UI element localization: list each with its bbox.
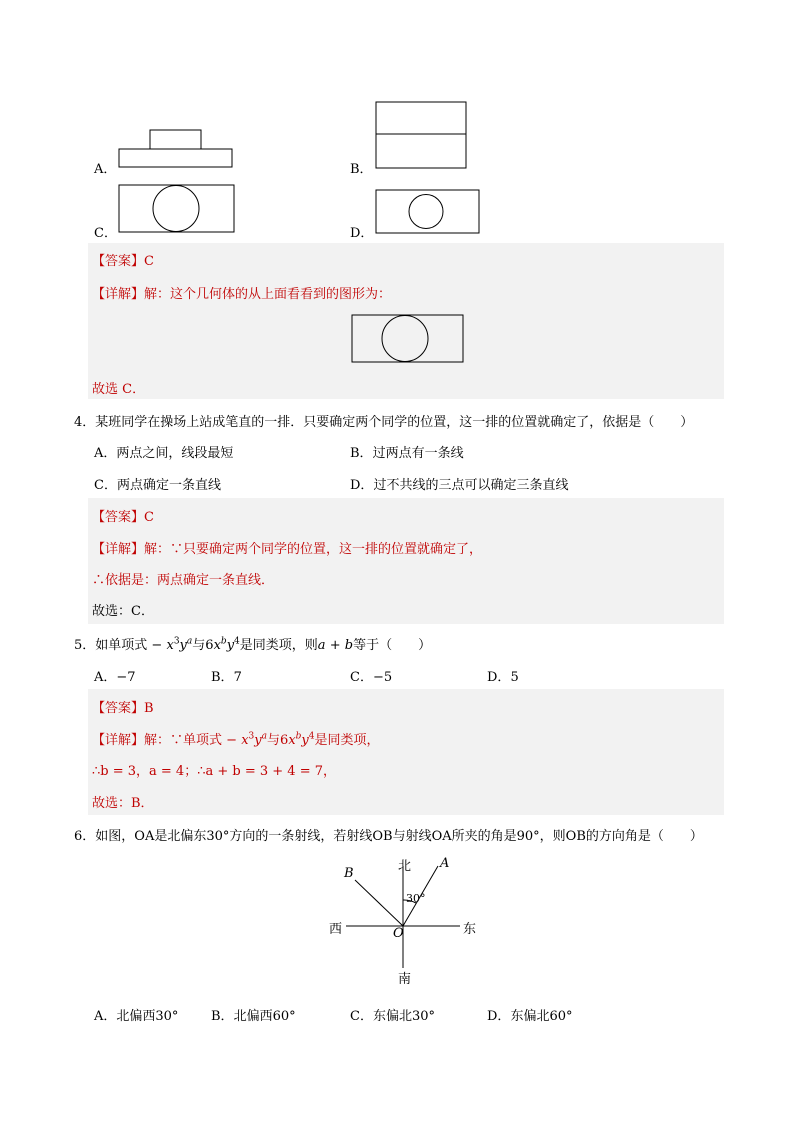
option-text: 过两点有一条线 [372, 446, 464, 461]
option-letter: C． [350, 1009, 373, 1024]
detail-label: 【详解】 [92, 287, 145, 302]
monomial-1: − $x^3y^a$ [147, 636, 193, 653]
option-letter: D． [350, 478, 374, 493]
monomial-2: $6x^by^4$ [205, 636, 240, 653]
point-b-label: B [344, 866, 354, 881]
answer-label: 【答案】 [92, 701, 145, 716]
answer-value: C [144, 254, 154, 269]
option-text: −7 [116, 670, 136, 685]
detail-label: 【详解】 [92, 733, 145, 748]
west-label: 西 [329, 922, 343, 937]
q4-option-c [94, 474, 221, 493]
q6-option-d [487, 1005, 572, 1024]
q3-detail-line [92, 283, 391, 302]
detail-text: 解：∵单项式 [144, 733, 223, 748]
q6-option-c [350, 1005, 435, 1024]
stem-text: 与 [192, 638, 206, 653]
question-number: 6． [74, 829, 96, 844]
sum-expression: a + b [317, 638, 354, 653]
south-label: 南 [398, 972, 412, 987]
option-letter: D． [487, 670, 511, 685]
question-number: 4． [74, 415, 96, 430]
q3-conclusion: 故选 C． [92, 382, 146, 397]
answer-label: 【答案】 [92, 510, 145, 525]
q3-answer-figure [351, 314, 467, 366]
option-text: 5 [510, 670, 519, 685]
q4-answer-block [88, 498, 724, 624]
monomial-2: $6x^by^4$ [280, 731, 315, 748]
q5-answer-line [92, 697, 154, 716]
answer-label: 【答案】 [92, 254, 145, 269]
option-text: 北偏西60° [233, 1009, 296, 1024]
option-letter: B． [211, 670, 234, 685]
q6-option-b [211, 1005, 296, 1024]
option-text: −5 [372, 670, 393, 685]
question-number: 5． [74, 638, 96, 653]
east-label: 东 [463, 922, 477, 937]
option-text: 过不共线的三点可以确定三条直线 [373, 478, 569, 493]
q5-detail-line [92, 729, 380, 748]
q3-figure-c [118, 184, 238, 234]
detail-text: 解：这个几何体的从上面看看到的图形为： [144, 287, 392, 302]
q4-therefore: ∴依据是：两点确定一条直线． [92, 573, 275, 588]
option-text: 7 [233, 670, 242, 685]
option-letter: D． [487, 1009, 511, 1024]
q3-option-d-letter: D． [350, 226, 374, 241]
option-letter: A． [94, 670, 117, 685]
q3-option-c-letter: C． [94, 226, 117, 241]
monomial-1: − $x^3y^a$ [222, 731, 268, 748]
option-text: 东偏北60° [510, 1009, 573, 1024]
detail-label: 【详解】 [92, 542, 145, 557]
question-stem: 如图，OA是北偏东30°方向的一条射线，若射线OB与射线OA所夹的角是90°，则OB的方向角是（ ） [95, 829, 703, 844]
detail-text: 是同类项， [314, 733, 380, 748]
detail-text: 解：∵只要确定两个同学的位置，这一排的位置就确定了， [144, 542, 483, 557]
point-a-label: A [440, 856, 450, 871]
detail-text: 与 [267, 733, 281, 748]
q3-answer-block [88, 243, 724, 399]
option-letter: B． [211, 1009, 234, 1024]
option-letter: A． [94, 446, 117, 461]
stem-text: 是同类项，则 [239, 638, 318, 653]
stem-text: 等于（ ） [353, 638, 432, 653]
north-label: 北 [398, 859, 412, 874]
stem-text: 如单项式 [95, 638, 148, 653]
answer-value: C [144, 510, 154, 525]
option-text: 两点确定一条直线 [116, 478, 221, 493]
angle-label: 30° [406, 892, 426, 905]
point-o-label: O [393, 926, 404, 941]
q4-stem-line [74, 411, 693, 430]
q5-option-d [487, 666, 519, 685]
q3-answer-line [92, 250, 154, 269]
option-text: 北偏西30° [116, 1009, 179, 1024]
option-text: 两点之间，线段最短 [116, 446, 234, 461]
q3-figure-d [375, 189, 481, 237]
q5-conclusion: 故选：B． [92, 796, 154, 811]
option-letter: A． [94, 1009, 117, 1024]
question-stem: 某班同学在操场上站成笔直的一排．只要确定两个同学的位置，这一排的位置就确定了，依据是（ ） [95, 415, 694, 430]
q5-answer-block [88, 689, 724, 815]
q4-detail-line [92, 538, 482, 557]
q3-figure-b [375, 101, 471, 171]
q4-conclusion: 故选：C． [92, 604, 154, 619]
q4-answer-line [92, 506, 154, 525]
q5-stem-line [74, 634, 431, 653]
q4-option-d [350, 474, 568, 493]
option-letter: C． [350, 670, 373, 685]
q5-option-b [211, 666, 242, 685]
q5-therefore: ∴b = 3，a = 4；∴a + b = 3 + 4 = 7， [92, 764, 336, 779]
option-text: 东偏北30° [372, 1009, 435, 1024]
q3-option-a-letter: A． [94, 162, 117, 177]
q4-option-a [94, 442, 233, 461]
q3-option-b-letter: B． [350, 162, 373, 177]
q6-stem-line [74, 825, 703, 844]
q4-option-b [350, 442, 464, 461]
q3-figure-a [118, 128, 238, 168]
answer-value: B [144, 701, 154, 716]
q5-option-a [94, 666, 136, 685]
option-letter: C． [94, 478, 117, 493]
q5-option-c [350, 666, 392, 685]
option-letter: B． [350, 446, 373, 461]
q6-option-a [94, 1005, 178, 1024]
